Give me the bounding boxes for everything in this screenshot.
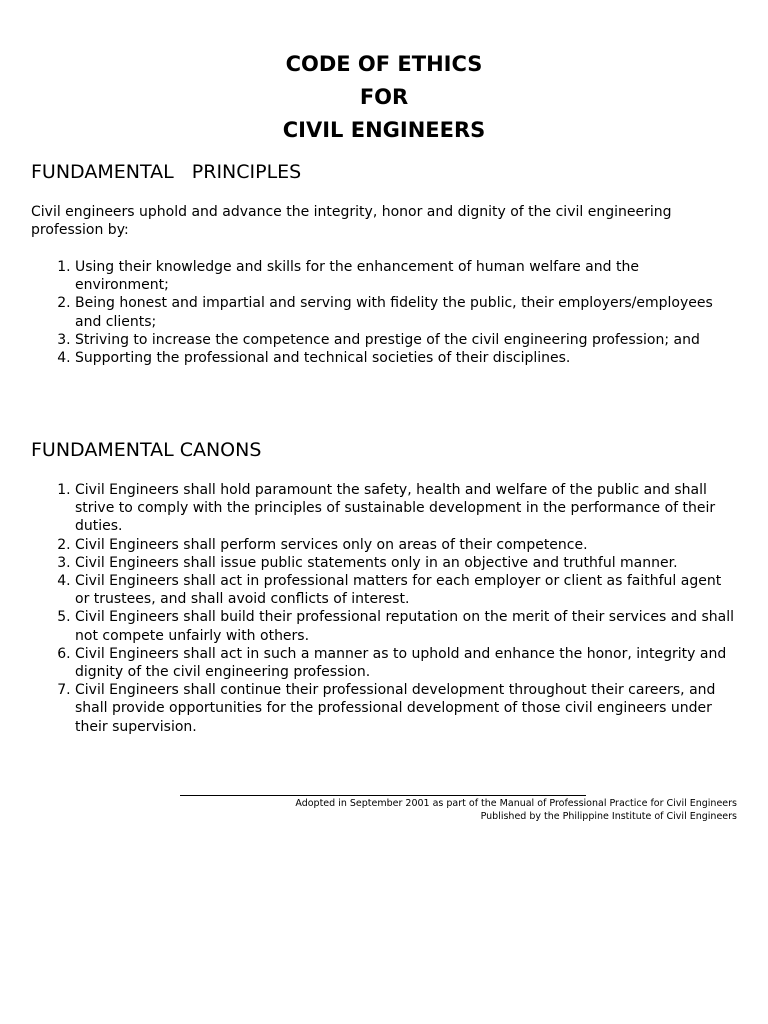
principle-item-4: 4. Supporting the professional and technical societies of their disciplines. bbox=[75, 349, 736, 367]
title-line-3: CIVIL ENGINEERS bbox=[282, 118, 486, 142]
footnote-adoption: Adopted in September 2001 as part of the Manual of Professional Practice for Civil Engineers bbox=[295, 798, 737, 809]
footnote-divider bbox=[180, 795, 586, 796]
footnote-publisher: Published by the Philippine Institute of Civil Engineers bbox=[480, 811, 737, 822]
document-title bbox=[0, 48, 768, 147]
principles-intro: Civil engineers uphold and advance the integrity, honor and dignity of the civil engineering profession by: bbox=[31, 204, 672, 238]
footnote bbox=[295, 797, 737, 823]
canon-item-4: 4. Civil Engineers shall act in professional matters for each employer or client as faithful agent or trustees, and shall avoid conflicts of interest. bbox=[75, 572, 736, 608]
principle-item-3: 3. Striving to increase the competence and prestige of the civil engineering profession; and bbox=[75, 331, 736, 349]
title-line-1: CODE OF ETHICS bbox=[285, 52, 483, 76]
canon-item-7: 7. Civil Engineers shall continue their professional development throughout their careers, and shall provide opportunities for the professional development of those civil engineers under their supervision. bbox=[75, 681, 736, 736]
principle-item-2: 2. Being honest and impartial and serving with fidelity the public, their employers/employees and clients; bbox=[75, 294, 736, 330]
canons-heading: FUNDAMENTAL CANONS bbox=[31, 439, 262, 461]
principle-item-1: 1. Using their knowledge and skills for the enhancement of human welfare and the environment; bbox=[75, 258, 736, 294]
principles-heading: FUNDAMENTAL PRINCIPLES bbox=[31, 161, 302, 183]
canons-list bbox=[31, 481, 736, 736]
canon-item-1: 1. Civil Engineers shall hold paramount the safety, health and welfare of the public and shall strive to comply with the principles of sustainable development in the performance of their duties. bbox=[75, 481, 736, 536]
canon-item-6: 6. Civil Engineers shall act in such a manner as to uphold and enhance the honor, integrity and dignity of the civil engineering profession. bbox=[75, 645, 736, 681]
canon-item-2: 2. Civil Engineers shall perform services only on areas of their competence. bbox=[75, 536, 736, 554]
title-line-2: FOR bbox=[359, 85, 409, 109]
canon-item-5: 5. Civil Engineers shall build their professional reputation on the merit of their services and shall not compete unfairly with others. bbox=[75, 608, 736, 644]
canon-item-3: 3. Civil Engineers shall issue public statements only in an objective and truthful manner. bbox=[75, 554, 736, 572]
principles-list bbox=[31, 258, 736, 367]
